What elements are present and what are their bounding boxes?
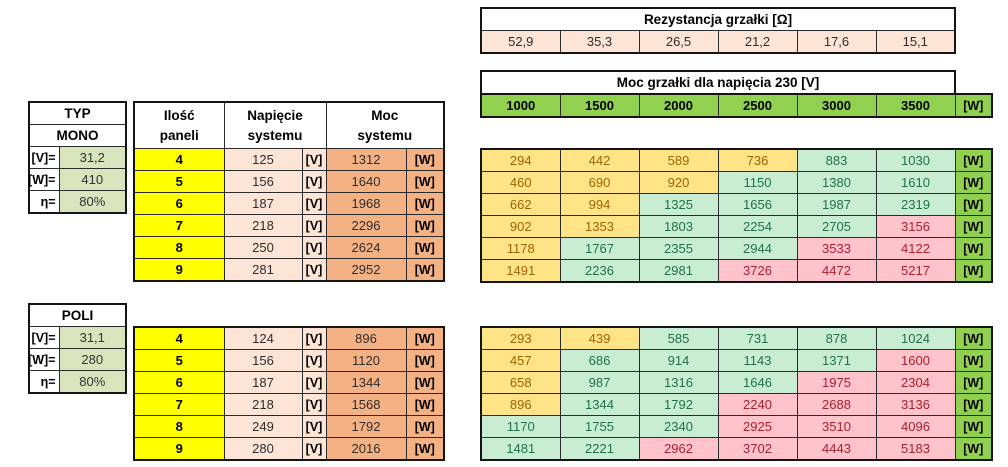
poli-system-row (134, 327, 444, 350)
watt-unit-cell: [W] (955, 216, 992, 238)
poli-spec-table (28, 303, 127, 394)
mono-spec-row (29, 191, 126, 214)
panel-count-cell: 9 (134, 438, 224, 461)
heater-power-cell: 1030 (876, 149, 955, 172)
system-voltage-cell: 187 (224, 193, 302, 215)
system-power-cell: 1312 (326, 149, 406, 171)
system-power-cell: 896 (326, 327, 406, 350)
system-voltage-cell: 156 (224, 171, 302, 193)
voltage-unit-cell: [V] (302, 438, 326, 461)
poli-main-table (133, 326, 445, 461)
poli-heater-row (481, 372, 992, 394)
mono-grid-body (481, 149, 992, 282)
system-voltage-cell: 218 (224, 215, 302, 237)
watt-unit-cell: [W] (955, 350, 992, 372)
mono-spec-label (29, 191, 59, 214)
mono-main-body (134, 149, 444, 282)
power-unit-cell: [W] (406, 215, 444, 237)
heater-power-cell: 293 (481, 327, 560, 350)
panel-count-cell: 5 (134, 350, 224, 372)
heater-power-cell: 2688 (797, 394, 876, 416)
heater-power-cell: 1755 (560, 416, 639, 438)
poli-heater-row (481, 438, 992, 461)
mono-heater-row (481, 238, 992, 260)
watt-unit-cell: [W] (955, 149, 992, 172)
heater-power-cell: 1344 (560, 394, 639, 416)
mono-name-label: MONO (29, 125, 126, 147)
heater-power-cell: 2962 (639, 438, 718, 461)
system-power-cell: 1344 (326, 372, 406, 394)
poli-heater-row (481, 394, 992, 416)
heater-power-cell: 1380 (797, 172, 876, 194)
heater-power-cell: 460 (481, 172, 560, 194)
power-unit-cell: [W] (406, 149, 444, 171)
power-level-cell: 3000 (797, 94, 876, 117)
column-header-voltage (224, 102, 326, 149)
poli-heater-row (481, 350, 992, 372)
mono-heater-row (481, 216, 992, 238)
poli-spec-label (29, 371, 59, 394)
resistance-value-cell: 35,3 (560, 31, 639, 54)
mono-system-row (134, 193, 444, 215)
power-unit-cell: [W] (406, 438, 444, 461)
system-power-cell: 2624 (326, 237, 406, 259)
heater-power-cell: 2340 (639, 416, 718, 438)
heater-power-title-table (480, 70, 956, 95)
poli-spec-value: 280 (59, 349, 126, 371)
heater-power-cell: 987 (560, 372, 639, 394)
heater-power-cell: 2236 (560, 260, 639, 283)
mono-spec-value: 80% (59, 191, 126, 214)
mono-type-row (29, 102, 126, 125)
heater-power-cell: 690 (560, 172, 639, 194)
heater-power-cell: 294 (481, 149, 560, 172)
system-voltage-cell: 281 (224, 259, 302, 282)
heater-power-cell: 5217 (876, 260, 955, 283)
resistance-title: Rezystancja grzałki [Ω] (481, 8, 955, 31)
poli-heater-row (481, 416, 992, 438)
power-level-cell: 2500 (718, 94, 797, 117)
mono-name-row (29, 125, 126, 147)
panel-count-cell: 4 (134, 327, 224, 350)
column-header-line: systemu (357, 127, 413, 143)
heater-power-title: Moc grzałki dla napięcia 230 [V] (481, 71, 955, 94)
power-level-cell: 1500 (560, 94, 639, 117)
mono-spec-label (29, 147, 59, 169)
power-unit-cell: [W] (406, 372, 444, 394)
watt-unit-cell: [W] (955, 238, 992, 260)
watt-unit-cell: [W] (955, 194, 992, 216)
heater-power-cell: 3533 (797, 238, 876, 260)
poli-main-body (134, 327, 444, 460)
poli-name-row (29, 304, 126, 327)
mono-system-row (134, 215, 444, 237)
heater-power-cell: 1325 (639, 194, 718, 216)
heater-power-cell: 994 (560, 194, 639, 216)
poli-system-row (134, 394, 444, 416)
spec-label-text: [V]= (31, 150, 56, 165)
heater-power-cell: 4122 (876, 238, 955, 260)
voltage-unit-cell: [V] (302, 394, 326, 416)
heater-power-cell: 1178 (481, 238, 560, 260)
system-power-cell: 1568 (326, 394, 406, 416)
resistance-value-cell: 52,9 (481, 31, 560, 54)
mono-heater-row (481, 194, 992, 216)
mono-heater-row (481, 172, 992, 194)
heater-power-cell: 4472 (797, 260, 876, 283)
poli-system-row (134, 416, 444, 438)
system-voltage-cell: 156 (224, 350, 302, 372)
heater-power-cell: 2254 (718, 216, 797, 238)
heater-power-cell: 2355 (639, 238, 718, 260)
system-power-cell: 2016 (326, 438, 406, 461)
mono-system-row (134, 237, 444, 259)
heater-power-cell: 2319 (876, 194, 955, 216)
heater-power-cell: 1150 (718, 172, 797, 194)
power-unit-cell: [W] (406, 171, 444, 193)
heater-power-cell: 1792 (639, 394, 718, 416)
heater-power-cell: 1646 (718, 372, 797, 394)
heater-power-cell: 2705 (797, 216, 876, 238)
heater-power-cell: 1600 (876, 350, 955, 372)
power-unit-cell: [W] (406, 259, 444, 282)
system-voltage-cell: 218 (224, 394, 302, 416)
mono-main-header-row (134, 102, 444, 149)
watt-unit-cell: [W] (955, 94, 992, 117)
poli-spec-label (29, 349, 59, 371)
system-voltage-cell: 124 (224, 327, 302, 350)
mono-heater-row (481, 260, 992, 283)
mono-system-row (134, 149, 444, 171)
power-unit-cell: [W] (406, 237, 444, 259)
power-unit-cell: [W] (406, 327, 444, 350)
heater-power-cell: 5183 (876, 438, 955, 461)
heater-power-cell: 3702 (718, 438, 797, 461)
voltage-unit-cell: [V] (302, 215, 326, 237)
poli-spec-body (29, 327, 126, 394)
spec-label-text: [W]= (28, 172, 56, 187)
resistance-value-cell: 21,2 (718, 31, 797, 54)
voltage-unit-cell: [V] (302, 149, 326, 171)
heater-power-cell: 585 (639, 327, 718, 350)
poli-spec-label (29, 327, 59, 349)
column-header-line: Ilość (163, 107, 195, 123)
heater-power-cell: 1491 (481, 260, 560, 283)
resistance-table (480, 7, 956, 54)
column-header-line: Moc (371, 107, 399, 123)
power-unit-cell: [W] (406, 350, 444, 372)
watt-unit-cell: [W] (955, 260, 992, 283)
mono-spec-value: 410 (59, 169, 126, 191)
poli-spec-row (29, 327, 126, 349)
column-header-power (326, 102, 444, 149)
heater-power-cell: 457 (481, 350, 560, 372)
system-power-cell: 1120 (326, 350, 406, 372)
voltage-unit-cell: [V] (302, 171, 326, 193)
system-voltage-cell: 250 (224, 237, 302, 259)
system-voltage-cell: 249 (224, 416, 302, 438)
system-power-cell: 1968 (326, 193, 406, 215)
spec-label-text: [V]= (31, 330, 56, 345)
heater-power-cell: 2981 (639, 260, 718, 283)
heater-power-cell: 1481 (481, 438, 560, 461)
system-voltage-cell: 187 (224, 372, 302, 394)
watt-unit-cell: [W] (955, 416, 992, 438)
heater-power-cell: 736 (718, 149, 797, 172)
voltage-unit-cell: [V] (302, 237, 326, 259)
mono-main-table (133, 101, 445, 282)
power-level-cell: 2000 (639, 94, 718, 117)
power-unit-cell: [W] (406, 416, 444, 438)
heater-power-cell: 920 (639, 172, 718, 194)
heater-power-cell: 2304 (876, 372, 955, 394)
mono-spec-table (28, 101, 127, 214)
heater-power-cell: 3726 (718, 260, 797, 283)
column-header-line: Napięcie (247, 107, 303, 123)
spec-label-text: η= (40, 194, 56, 209)
heater-power-cell: 883 (797, 149, 876, 172)
panel-count-cell: 7 (134, 394, 224, 416)
poli-spec-row (29, 371, 126, 394)
poli-spec-value: 80% (59, 371, 126, 394)
power-level-cell: 3500 (876, 94, 955, 117)
heater-power-cell: 3156 (876, 216, 955, 238)
watt-unit-cell: [W] (955, 372, 992, 394)
panel-count-cell: 9 (134, 259, 224, 282)
system-voltage-cell: 125 (224, 149, 302, 171)
heater-power-cell: 731 (718, 327, 797, 350)
heater-power-cell: 658 (481, 372, 560, 394)
system-power-cell: 2952 (326, 259, 406, 282)
system-power-cell: 2296 (326, 215, 406, 237)
panel-count-cell: 8 (134, 416, 224, 438)
mono-spec-value: 31,2 (59, 147, 126, 169)
heater-power-cell: 902 (481, 216, 560, 238)
voltage-unit-cell: [V] (302, 416, 326, 438)
watt-unit-cell: [W] (955, 172, 992, 194)
heater-power-cell: 2944 (718, 238, 797, 260)
mono-heater-row (481, 149, 992, 172)
heater-power-cell: 686 (560, 350, 639, 372)
panel-count-cell: 4 (134, 149, 224, 171)
mono-system-row (134, 171, 444, 193)
heater-power-cell: 1987 (797, 194, 876, 216)
mono-system-row (134, 259, 444, 282)
heater-power-cell: 2925 (718, 416, 797, 438)
watt-unit-cell: [W] (955, 327, 992, 350)
system-voltage-cell: 280 (224, 438, 302, 461)
voltage-unit-cell: [V] (302, 193, 326, 215)
heater-power-cell: 1371 (797, 350, 876, 372)
heater-power-cell: 1143 (718, 350, 797, 372)
heater-power-cell: 1610 (876, 172, 955, 194)
heater-power-cell: 2221 (560, 438, 639, 461)
heater-power-cell: 4096 (876, 416, 955, 438)
column-header-line: systemu (247, 127, 303, 143)
mono-heater-grid (480, 148, 993, 283)
heater-power-cell: 1024 (876, 327, 955, 350)
panel-count-cell: 8 (134, 237, 224, 259)
mono-spec-body (29, 147, 126, 214)
heater-power-cell: 1353 (560, 216, 639, 238)
heater-power-cell: 1803 (639, 216, 718, 238)
heater-power-cell: 896 (481, 394, 560, 416)
heater-power-cell: 1975 (797, 372, 876, 394)
column-header-panels (134, 102, 224, 149)
panel-count-cell: 6 (134, 372, 224, 394)
system-power-cell: 1640 (326, 171, 406, 193)
heater-power-title-row (481, 71, 955, 94)
heater-power-cell: 1656 (718, 194, 797, 216)
poli-spec-row (29, 349, 126, 371)
voltage-unit-cell: [V] (302, 350, 326, 372)
resistance-title-row (481, 8, 955, 31)
heater-power-cell: 914 (639, 350, 718, 372)
resistance-value-cell: 15,1 (876, 31, 955, 54)
spec-label-text: [W]= (28, 352, 56, 367)
mono-spec-row (29, 147, 126, 169)
watt-unit-cell: [W] (955, 438, 992, 461)
poli-system-row (134, 438, 444, 461)
watt-unit-cell: [W] (955, 394, 992, 416)
heater-power-cell: 3510 (797, 416, 876, 438)
voltage-unit-cell: [V] (302, 372, 326, 394)
panel-count-cell: 5 (134, 171, 224, 193)
power-values-row (481, 94, 992, 117)
heater-power-cell: 589 (639, 149, 718, 172)
poli-name-label: POLI (29, 304, 126, 327)
heater-power-cell: 1767 (560, 238, 639, 260)
resistance-value-cell: 26,5 (639, 31, 718, 54)
heater-power-cell: 878 (797, 327, 876, 350)
spec-label-text: η= (40, 374, 56, 389)
heater-power-cell: 3136 (876, 394, 955, 416)
poli-spec-value: 31,1 (59, 327, 126, 349)
voltage-unit-cell: [V] (302, 259, 326, 282)
panel-count-cell: 6 (134, 193, 224, 215)
heater-power-cell: 662 (481, 194, 560, 216)
heater-power-cell: 4443 (797, 438, 876, 461)
heater-power-levels-table (480, 93, 993, 118)
mono-spec-label (29, 169, 59, 191)
poli-heater-grid (480, 326, 993, 461)
power-level-cell: 1000 (481, 94, 560, 117)
poli-system-row (134, 372, 444, 394)
heater-power-cell: 1316 (639, 372, 718, 394)
resistance-values-row (481, 31, 955, 54)
power-unit-cell: [W] (406, 394, 444, 416)
column-header-line: paneli (159, 127, 199, 143)
mono-spec-row (29, 169, 126, 191)
system-power-cell: 1792 (326, 416, 406, 438)
poli-heater-row (481, 327, 992, 350)
resistance-value-cell: 17,6 (797, 31, 876, 54)
heater-power-cell: 442 (560, 149, 639, 172)
power-unit-cell: [W] (406, 193, 444, 215)
heater-power-cell: 1170 (481, 416, 560, 438)
poli-grid-body (481, 327, 992, 460)
mono-type-label: TYP (29, 102, 126, 125)
heater-power-cell: 439 (560, 327, 639, 350)
heater-power-cell: 2240 (718, 394, 797, 416)
panel-count-cell: 7 (134, 215, 224, 237)
voltage-unit-cell: [V] (302, 327, 326, 350)
poli-system-row (134, 350, 444, 372)
